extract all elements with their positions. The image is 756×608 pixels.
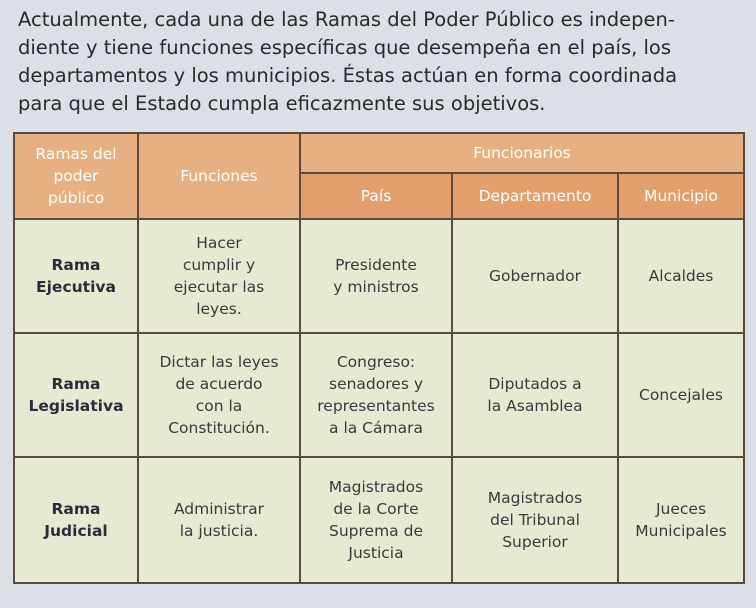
departamento-cell: Diputados a la Asamblea [452, 333, 618, 457]
municipio-cell: Alcaldes [618, 219, 744, 333]
funciones-cell: Hacer cumplir y ejecutar las leyes. [138, 219, 300, 333]
municipio-cell: Concejales [618, 333, 744, 457]
ramas-poder-publico-table [13, 132, 745, 584]
header-pais: País [300, 173, 452, 219]
intro-line: para que el Estado cumpla eficazmente sus objetivos. [18, 92, 546, 115]
funciones-cell: Administrar la justicia. [138, 457, 300, 583]
header-departamento: Departamento [452, 173, 618, 219]
header-funcionarios: Funcionarios [300, 133, 744, 173]
rama-legislativa: Rama Legislativa [14, 333, 138, 457]
header-funciones: Funciones [138, 133, 300, 219]
table-row [14, 333, 744, 457]
pais-cell: Congreso: senadores y representantes a la Cámara [300, 333, 452, 457]
intro-line: Actualmente, cada una de las Ramas del Poder Público es indepen- [18, 8, 675, 31]
pais-cell: Magistrados de la Corte Suprema de Justicia [300, 457, 452, 583]
intro-paragraph [18, 6, 748, 118]
header-ramas: Ramas del poder público [14, 133, 138, 219]
intro-line: departamentos y los municipios. Éstas actúan en forma coordinada [18, 64, 678, 87]
departamento-cell: Gobernador [452, 219, 618, 333]
table-row [14, 457, 744, 583]
departamento-cell: Magistrados del Tribunal Superior [452, 457, 618, 583]
table-row [14, 219, 744, 333]
header-municipio: Municipio [618, 173, 744, 219]
municipio-cell: Jueces Municipales [618, 457, 744, 583]
pais-cell: Presidente y ministros [300, 219, 452, 333]
funciones-cell: Dictar las leyes de acuerdo con la Constitución. [138, 333, 300, 457]
rama-ejecutiva: Rama Ejecutiva [14, 219, 138, 333]
rama-judicial: Rama Judicial [14, 457, 138, 583]
intro-line: diente y tiene funciones específicas que desempeña en el país, los [18, 36, 672, 59]
